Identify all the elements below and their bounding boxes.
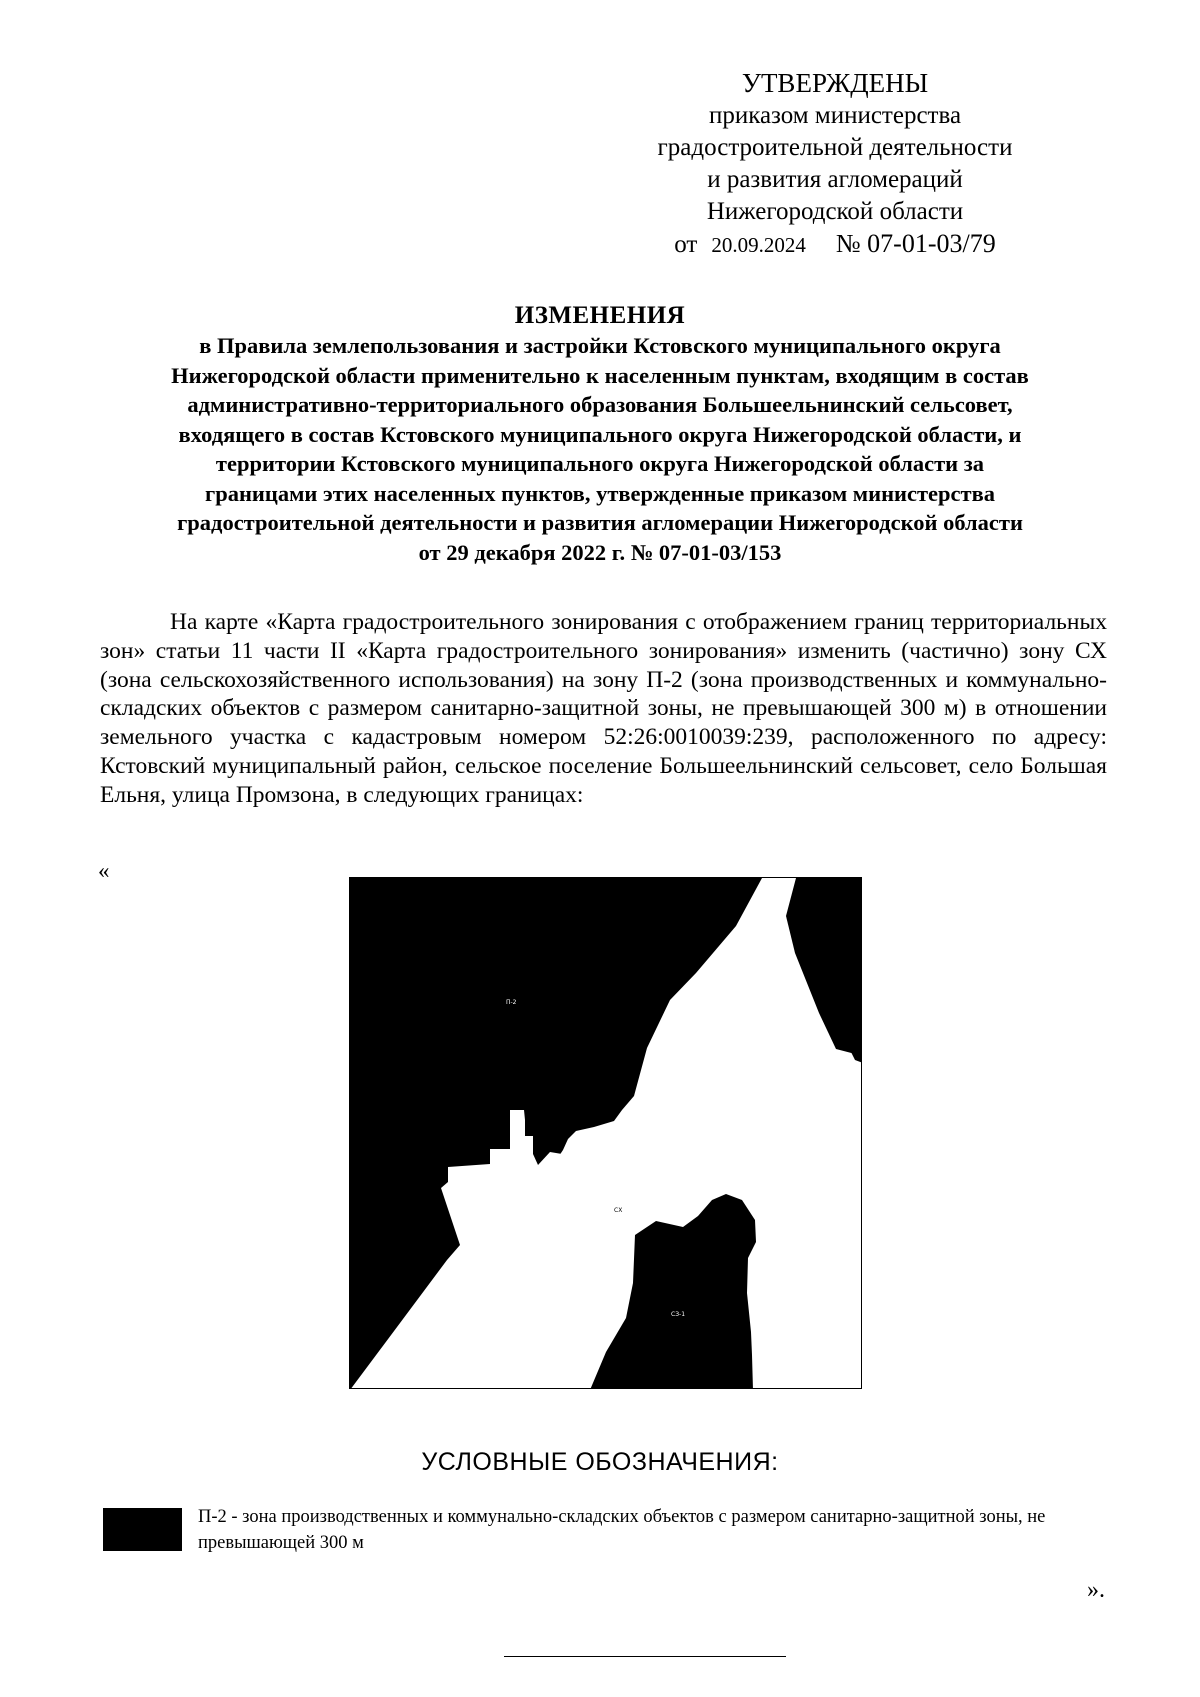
title-line: территории Кстовского муниципального округа Нижегородской области за <box>215 451 985 476</box>
approval-block <box>600 66 1070 261</box>
legend-title: УСЛОВНЫЕ ОБОЗНАЧЕНИЯ: <box>421 1448 779 1476</box>
title-line: градостроительной деятельности и развития агломерации Нижегородской области <box>177 510 1023 535</box>
document-title <box>100 300 1100 567</box>
opening-quote: « <box>98 858 110 883</box>
zoning-map <box>349 877 862 1389</box>
zone-bottom <box>590 1194 756 1389</box>
title-heading: ИЗМЕНЕНИЯ <box>514 302 686 329</box>
date-prefix: от <box>674 231 698 258</box>
title-line: границами этих населенных пунктов, утвержденные приказом министерства <box>204 480 996 506</box>
zone-label-top: П-2 <box>506 999 517 1006</box>
approval-heading: УТВЕРЖДЕНЫ <box>741 68 929 98</box>
approval-date: 20.09.2024 <box>711 233 806 257</box>
body-paragraph <box>100 608 1107 810</box>
body-paragraph-text: На карте «Карта градостроительного зонирования с отображением границ территориальных зон» статьи 11 части II «Карта градостроительного зонирования» изменить (частично) зону СХ (зона сельскохозяйственного использования) на зону П-2 (зона производственных и коммунально-складских объектов с размером санитарно-защитной зоны, не превышающей 300 м) в отношении земельного участка с кадастровым номером 52:26:0010039:239, расположенного по адресу: Кстовский муниципальный район, сельское поселение Большеельнинский сельсовет, село Большая Ельня, улица Промзона, в следующих границах: <box>100 609 1107 808</box>
zone-label-bottom: СЗ-1 <box>671 1311 686 1318</box>
zone-p2-right-patch <box>844 1016 862 1063</box>
title-line: Нижегородской области применительно к населенным пунктам, входящим в состав <box>171 362 1029 388</box>
bottom-divider <box>504 1656 786 1657</box>
approval-line: градостроительной деятельности <box>657 134 1013 161</box>
title-line: административно-территориального образования Большеельнинский сельсовет, <box>187 392 1013 417</box>
order-number: № 07-01-03/79 <box>835 229 996 258</box>
zoning-map-drawing <box>350 878 862 1389</box>
approval-line: приказом министерства <box>708 102 962 129</box>
legend-item-text: П-2 - зона производственных и коммунально-складских объектов с размером санитарно-защитной зоны, не превышающей 300 м <box>198 1507 1046 1553</box>
title-line: в Правила землепользования и застройки Кстовского муниципального округа <box>199 333 1001 358</box>
title-line: входящего в состав Кстовского муниципального округа Нижегородской области, и <box>178 421 1022 447</box>
legend-swatch-p2 <box>103 1508 182 1551</box>
approval-dateline <box>600 228 1070 261</box>
title-line: от 29 декабря 2022 г. № 07-01-03/153 <box>418 539 782 565</box>
closing-quote: ». <box>1087 1577 1105 1603</box>
approval-line: и развития агломераций <box>707 166 963 193</box>
zone-label-center: СХ <box>614 1207 623 1214</box>
approval-line: Нижегородской области <box>706 198 964 225</box>
